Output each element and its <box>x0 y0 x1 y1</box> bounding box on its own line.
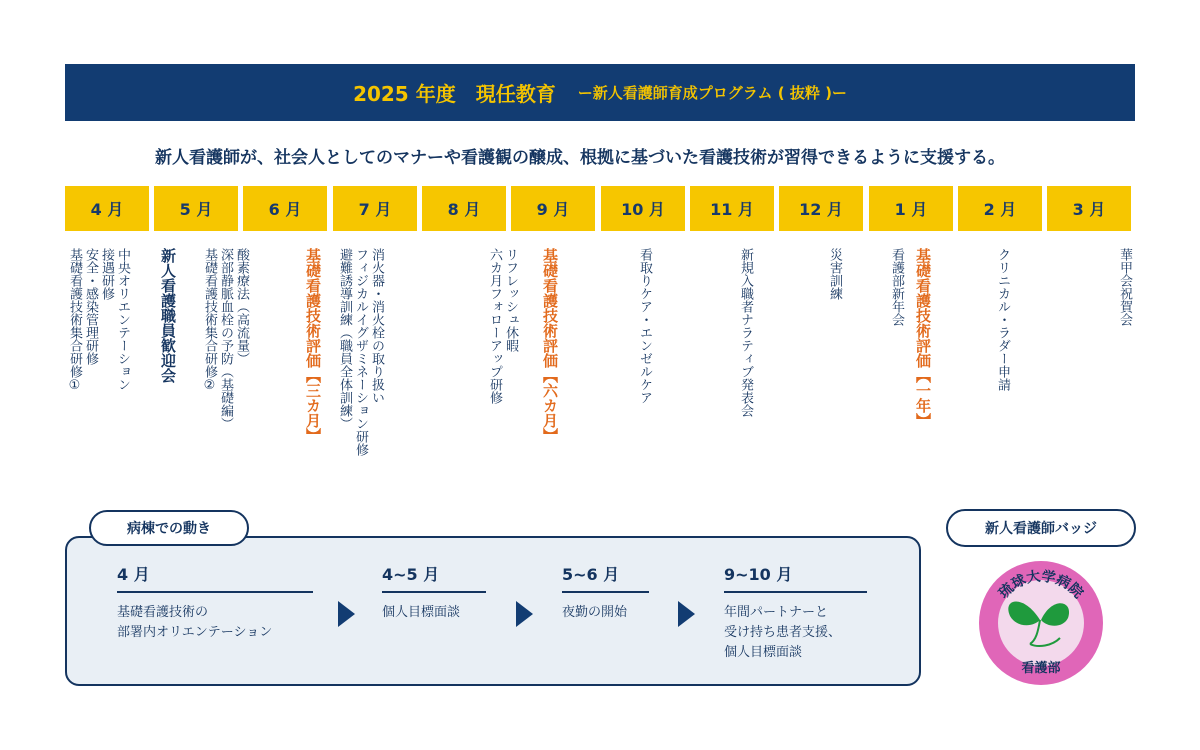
header-subtitle: ー新人看護師育成プログラム ( 抜粋 )ー <box>577 84 847 102</box>
ward-step-period: 4~5 月 <box>382 562 486 593</box>
ward-step-text: 個人目標面談 <box>382 605 461 620</box>
ward-step-4 <box>724 562 867 663</box>
month-feb: 2 月 <box>958 186 1042 231</box>
month-aug: 8 月 <box>422 186 506 231</box>
badge-label: 新人看護師バッジ <box>946 509 1136 547</box>
events-apr: 中央オリエンテーション 接遇研修 安全・感染管理研修 基礎看護技術集合研修① <box>67 248 130 393</box>
month-oct: 10 月 <box>601 186 685 231</box>
ward-flow-label: 病棟での動き <box>89 510 249 546</box>
events-oct: 看取りケア・エンゼルケア <box>637 248 652 404</box>
header-title: 2025 年度 現任教育 <box>353 82 556 106</box>
month-dec: 12 月 <box>779 186 863 231</box>
arrow-right-icon <box>516 601 533 627</box>
events-jan-eval: 基礎看護技術評価【一年】 <box>914 248 932 428</box>
ward-step-3 <box>562 562 649 623</box>
ward-step-text: 夜勤の開始 <box>562 605 628 620</box>
ward-step-period: 9~10 月 <box>724 562 867 593</box>
events-sep-eval: 基礎看護技術評価【六カ月】 <box>541 248 559 443</box>
header-banner <box>65 64 1135 121</box>
month-jun: 6 月 <box>243 186 327 231</box>
badge-bottom-text: 看護部 <box>1021 661 1061 676</box>
month-mar: 3 月 <box>1047 186 1131 231</box>
events-jul: 消火器・消火栓の取り扱い フィジカルイグザミネーション研修 避難誘導訓練（職員全体訓練） <box>337 248 384 456</box>
ward-step-text: 基礎看護技術の 部署内オリエンテーション <box>117 605 273 640</box>
month-bar <box>65 186 1135 231</box>
ward-step-period: 4 月 <box>117 562 313 593</box>
events-aug: リフレッシュ休暇 六カ月フォローアップ研修 <box>487 248 518 404</box>
month-sep: 9 月 <box>511 186 595 231</box>
intro-text: 新人看護師が、社会人としてのマナーや看護観の醸成、根拠に基づいた看護技術が習得できるように支援する。 <box>155 148 1005 168</box>
events-feb: クリニカル・ラダー申請 <box>995 248 1010 391</box>
events-dec: 災害訓練 <box>827 248 842 300</box>
events-jun-eval: 基礎看護技術評価【三カ月】 <box>304 248 322 443</box>
ward-step-period: 5~6 月 <box>562 562 649 593</box>
events-jan: 看護部新年会 <box>889 248 904 326</box>
month-jan: 1 月 <box>869 186 953 231</box>
arrow-right-icon <box>338 601 355 627</box>
events-may: 新人看護職員歓迎会 <box>159 248 177 383</box>
ward-step-2 <box>382 562 486 623</box>
nursing-badge-logo <box>978 560 1104 686</box>
badge-top-text: 琉球大学病院 <box>995 568 1087 602</box>
ward-step-1 <box>117 562 313 643</box>
month-nov: 11 月 <box>690 186 774 231</box>
events-nov: 新規入職者ナラティブ発表会 <box>738 248 753 417</box>
month-apr: 4 月 <box>65 186 149 231</box>
events-jun: 酸素療法（高流量） 深部静脈血栓の予防（基礎編） 基礎看護技術集合研修② <box>202 248 249 430</box>
month-jul: 7 月 <box>333 186 417 231</box>
events-mar: 華甲会祝賀会 <box>1117 248 1132 326</box>
arrow-right-icon <box>678 601 695 627</box>
ward-step-text: 年間パートナーと 受け持ち患者支援、 個人目標面談 <box>724 605 842 660</box>
month-may: 5 月 <box>154 186 238 231</box>
